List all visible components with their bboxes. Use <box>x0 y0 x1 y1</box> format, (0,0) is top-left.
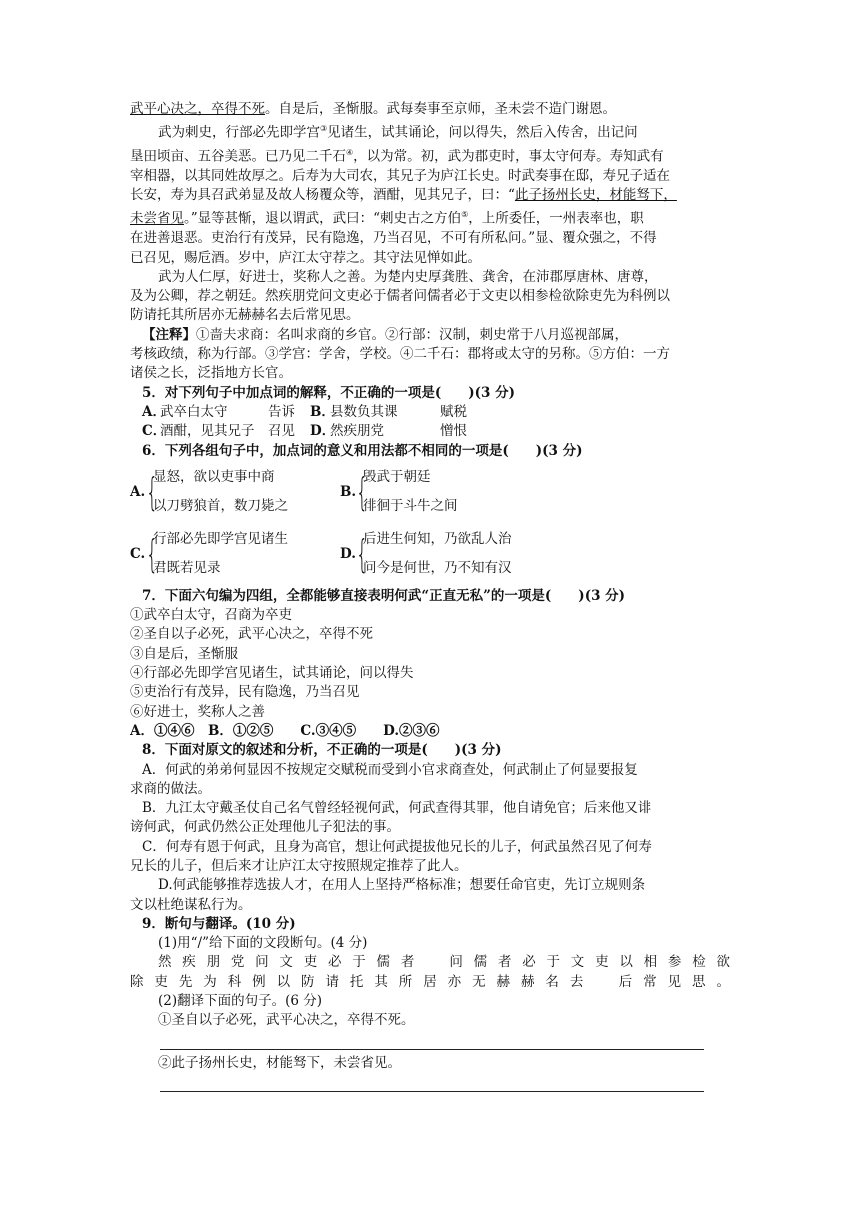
sentence: 问今是何世，乃不知有汉 <box>363 559 512 576</box>
notes-text: ①啬夫求商：名叫求商的乡官。②行部：汉制，刺史常于八月巡视部属， <box>196 326 628 343</box>
note-marker: ③ <box>320 124 328 134</box>
question-7-stem: 7．下面六句编为四组，全都能够直接表明何武“正直无私”的一项是( )(3 分) <box>142 587 626 604</box>
q6-row-cd <box>130 525 730 583</box>
brace-icon: { <box>356 531 369 576</box>
q6-option-b <box>340 463 550 521</box>
answer-line[interactable] <box>160 1033 704 1050</box>
q7-item: ①武卒白太守，召商为卒吏 <box>130 607 292 624</box>
passage-line: 武为人仁厚，好进士，奖称人之善。为楚内史厚龚胜、龚舍，在沛郡厚唐林、唐尊， <box>158 268 658 285</box>
note-marker: ④ <box>346 148 354 158</box>
passage-line <box>130 205 730 229</box>
sentence: 徘徊于斗牛之间 <box>363 497 458 514</box>
sentence-pair <box>153 525 288 583</box>
passage-text: 武为刺史，行部必先即学宫 <box>158 124 320 141</box>
q8-option-c-cont: 兄长的儿子，但后来才让庐江太守按照规定推荐了此人。 <box>130 858 468 874</box>
option-gloss: 召见 <box>268 423 295 440</box>
q9-translate-1: ①圣自以子必死，武平心决之，卒得不死。 <box>158 1012 415 1029</box>
sentence-pair <box>363 525 512 583</box>
q5-options-row-1 <box>130 403 730 422</box>
note-marker: ⑤ <box>461 210 469 220</box>
q7-item: ⑤吏治行有茂异，民有隐逸，乃当召见 <box>130 684 360 701</box>
q9-translate-2: ②此子扬州长史，材能驽下，未尝省见。 <box>158 1054 401 1071</box>
passage-line: 及为公卿，荐之朝廷。然疾朋党问文吏必于儒者问儒者必于文吏以相参检欲除吏先为科例以 <box>130 288 670 305</box>
notes-line: 诸侯之长，泛指地方长官。 <box>130 365 292 382</box>
option-label: C. <box>130 545 146 562</box>
passage-text: 垦田顷亩、五谷美恶。已乃见二千石 <box>130 148 346 165</box>
question-9-stem: 9．断句与翻译。(10 分) <box>142 915 296 932</box>
q8-option-a-cont: 求商的做法。 <box>130 780 211 797</box>
question-6-stem: 6．下列各组句子中，加点词的意义和用法都不相同的一项是( )(3 分) <box>142 442 583 459</box>
option-gloss: 赋税 <box>440 403 467 420</box>
q6-row-ab <box>130 463 730 521</box>
sentence: 毁武于朝廷 <box>363 468 431 485</box>
q6-option-c <box>130 525 340 583</box>
passage-line: 宰相器，以其同姓故厚之。后寿为大司农，其兄子为庐江长史。时武奏事在邸，寿兄子适在 <box>130 167 670 184</box>
q8-option-b: B．九江太守戴圣仗自己名气曾经轻视何武，何武查得其罪，他自请免官；后来他又诽 <box>142 800 652 817</box>
option-label: D． <box>310 423 336 440</box>
q9-sub1: (1)用“/”给下面的文段断句。(4 分) <box>158 935 368 952</box>
q6-option-a <box>130 463 340 521</box>
q9-sub2: (2)翻译下面的句子。(6 分) <box>158 993 323 1010</box>
option-gloss: 憎恨 <box>440 423 467 440</box>
exam-page <box>130 100 730 1096</box>
underlined-sentence: 未尝省见 <box>130 210 184 227</box>
brace-icon: { <box>356 469 369 514</box>
brace-icon: { <box>146 531 159 576</box>
sentence: 后进生何知，乃欲乱人治 <box>363 530 512 547</box>
passage-text: ，以为常。初，武为郡吏时，事太守何寿。寿知武有 <box>353 148 664 165</box>
passage-line: 在进善退恶。吏治行有茂异，民有隐逸，乃当召见，不可有所私问。”显、覆众强之，不得 <box>130 230 657 247</box>
passage-line <box>130 186 730 205</box>
q7-item: ⑥好进士，奖称人之善 <box>130 703 265 720</box>
notes-line: 考核政绩，称为行部。③学宫：学舍，学校。④二千石：郡将或太守的另称。⑤方伯：一方 <box>130 346 670 363</box>
sentence-pair <box>363 463 458 521</box>
passage-line-0 <box>130 100 730 119</box>
question-8-stem: 8．下面对原文的叙述和分析，不正确的一项是( )(3 分) <box>142 742 502 759</box>
q7-item: ②圣自以子必死，武平心决之，卒得不死 <box>130 626 373 643</box>
notes-label: 【注释】 <box>142 326 196 343</box>
passage-text: 长安，寿为具召武弟显及故人杨覆众等，酒酣，见其兄子，曰：“ <box>130 187 515 204</box>
q8-option-a: A．何武的弟弟何显因不按规定交赋税而受到小官求商查处，何武制止了何显要报复 <box>142 761 638 778</box>
notes-line <box>130 326 730 345</box>
q6-option-d <box>340 525 550 583</box>
q8-option-d: D.何武能够推荐选拔人才，在用人上坚持严格标准；想要任命官吏，先订立规则条 <box>158 877 646 894</box>
answer-line[interactable] <box>160 1075 704 1092</box>
passage-line: 防请托其所居亦无赫赫名去后常见思。 <box>130 307 360 324</box>
sentence: 君既若见录 <box>153 559 221 576</box>
q7-options: A．①④⑥ B．①②⑤ C.③④⑤ D.②③⑥ <box>130 722 440 739</box>
q9-segment-line-2: 除吏先为科例以防请托其所居亦无赫赫名去 后常见思。 <box>130 973 730 990</box>
passage-text: 见诸生，试其诵论，问以得失，然后入传舍，出记问 <box>327 124 638 141</box>
option-text: 武卒白太守 <box>160 403 228 420</box>
passage-line: 已召见，赐卮酒。岁中，庐江太守荐之。其守法见惮如此。 <box>130 249 481 266</box>
underlined-sentence: 武平心决之，卒得不死 <box>130 101 265 117</box>
sentence: 行部必先即学宫见诸生 <box>153 530 288 547</box>
option-label: A． <box>142 403 166 420</box>
option-label: B. <box>340 483 357 500</box>
q8-option-b-cont: 谤何武，何武仍然公正处理他儿子犯法的事。 <box>130 819 400 836</box>
passage-text: 。”显等甚惭，退以谓武，武曰：“刺史古之方伯 <box>184 210 462 227</box>
option-label: C． <box>142 423 167 440</box>
q9-segment-line-1: 然疾朋党问文吏必于儒者 问儒者必于文吏以相参检欲 <box>158 954 730 971</box>
option-label: D. <box>340 545 356 562</box>
passage-line <box>130 143 730 167</box>
option-label: B． <box>310 403 335 420</box>
underlined-sentence: 此子扬州长史，材能驽下， <box>514 187 677 204</box>
option-text: 然疾朋党 <box>330 423 384 440</box>
q7-item: ③自是后，圣惭服 <box>130 645 238 662</box>
passage-text: 。自是后，圣惭服。武每奏事至京师，圣未尝不造门谢恩。 <box>265 101 616 117</box>
sentence: 显怒，欲以吏事中商 <box>153 468 275 485</box>
option-text: 县数负其课 <box>330 403 398 420</box>
q8-option-d-cont: 文以杜绝谋私行为。 <box>130 896 252 913</box>
passage-text: ，上所委任，一州表率也，职 <box>468 210 644 227</box>
brace-icon: { <box>146 469 159 514</box>
q5-options-row-2 <box>130 422 730 441</box>
option-label: A. <box>130 483 146 500</box>
option-text: 酒酣，见其兄子 <box>160 423 255 440</box>
question-5-stem: 5．对下列句子中加点词的解释，不正确的一项是( )(3 分) <box>142 384 516 401</box>
q8-option-c: C．何寿有恩于何武，且身为高官，想让何武提拔他兄长的儿子，何武虽然召见了何寿 <box>142 838 652 855</box>
sentence-pair <box>153 463 288 521</box>
q7-item: ④行部必先即学宫见诸生，试其诵论，问以得失 <box>130 665 414 682</box>
passage-line <box>130 119 730 143</box>
option-gloss: 告诉 <box>268 403 295 420</box>
sentence: 以刀劈狼首，数刀毙之 <box>153 497 288 514</box>
